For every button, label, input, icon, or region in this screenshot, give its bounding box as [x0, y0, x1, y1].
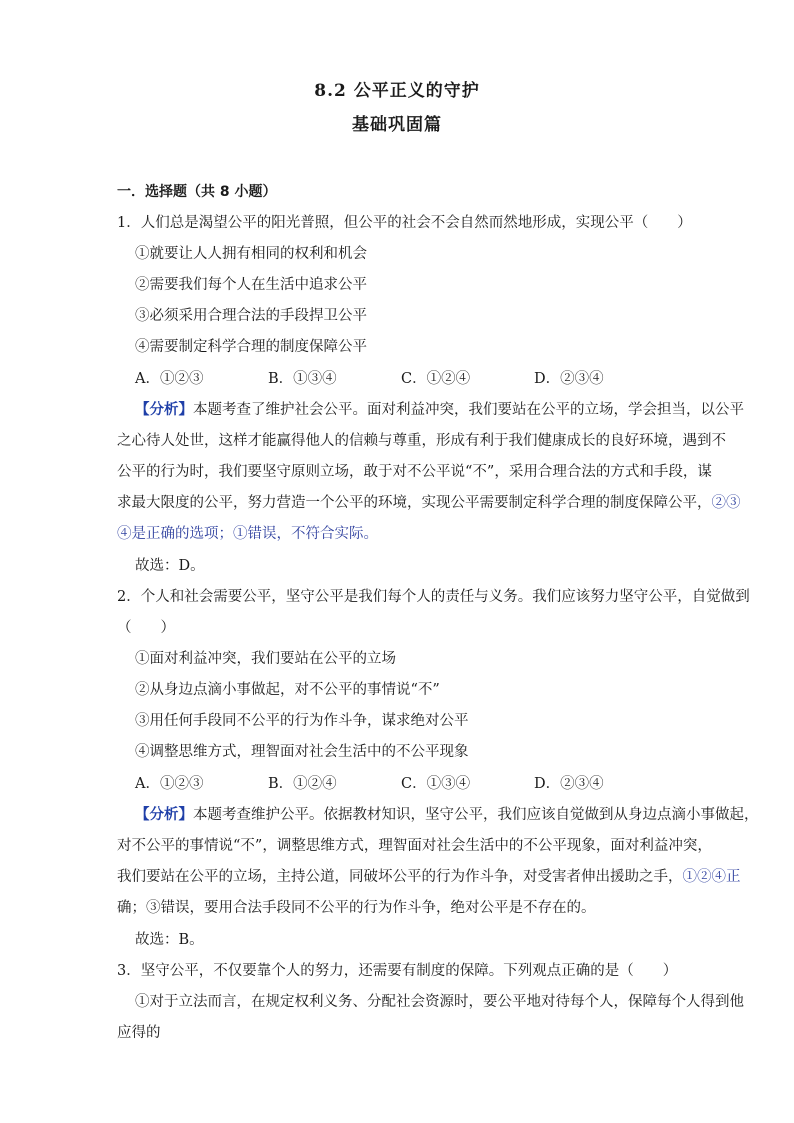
question-1-statement-2: ②需要我们每个人在生活中追求公平	[135, 277, 367, 293]
question-2-option-a: A．①②③	[135, 776, 204, 792]
question-2-analysis-line-3: 我们要站在公平的立场，主持公道，同破坏公平的行为作斗争，对受害者伸出援助之手，①②④正	[117, 869, 741, 885]
question-2-analysis-line-1: 【分析】本题考查维护公平。依据教材知识，坚守公平，我们应该自觉做到从身边点滴小事做起，	[135, 806, 759, 823]
question-1-option-a: A．①②③	[135, 371, 204, 387]
question-2-stem-line-1: 2．个人和社会需要公平，坚守公平是我们每个人的责任与义务。我们应该努力坚守公平，自觉做到	[117, 589, 750, 605]
question-2-statement-3: ③用任何手段同不公平的行为作斗争，谋求绝对公平	[135, 713, 469, 729]
question-2-stem-line-2: （ ）	[117, 620, 175, 636]
question-1-analysis-line-5: ④是正确的选项；①错误，不符合实际。	[117, 526, 378, 542]
question-3-stem: 3．坚守公平，不仅要靠个人的努力，还需要有制度的保障。下列观点正确的是（ ）	[117, 963, 678, 979]
analysis-tag: 【分析】	[135, 401, 193, 418]
question-2-options	[135, 774, 667, 794]
question-1-analysis-line-1: 【分析】本题考查了维护社会公平。面对利益冲突，我们要站在公平的立场，学会担当，以公平	[135, 401, 744, 418]
question-1-stem: 1．人们总是渴望公平的阳光普照，但公平的社会不会自然而然地形成，实现公平（ ）	[117, 215, 692, 231]
page-title: 8.2 公平正义的守护	[314, 81, 480, 101]
question-2-statement-4: ④调整思维方式，理智面对社会生活中的不公平现象	[135, 744, 469, 760]
question-2-option-d: D．②③④	[534, 776, 604, 792]
question-3-statement-1-continued: 应得的	[117, 1025, 161, 1041]
question-2-statement-2: ②从身边点滴小事做起，对不公平的事情说“不”	[135, 682, 440, 698]
question-1-option-b: B．①③④	[268, 371, 337, 387]
question-1-options	[135, 369, 667, 389]
question-1-statement-4: ④需要制定科学合理的制度保障公平	[135, 339, 367, 355]
question-1-answer: 故选：D。	[135, 558, 205, 574]
question-2-option-b: B．①②④	[268, 776, 337, 792]
question-3-statement-1: ①对于立法而言，在规定权利义务、分配社会资源时，要公平地对待每个人，保障每个人得到他	[135, 994, 744, 1010]
question-1-statement-3: ③必须采用合理合法的手段捍卫公平	[135, 308, 367, 324]
question-2-analysis-line-2: 对不公平的事情说“不”，调整思维方式，理智面对社会生活中的不公平现象，面对利益冲突，	[117, 838, 712, 854]
question-1-analysis-line-3: 公平的行为时，我们要坚守原则立场，敢于对不公平说“不”，采用合理合法的方式和手段，谋	[117, 464, 712, 480]
question-1-statement-1: ①就要让人人拥有相同的权利和机会	[135, 246, 367, 262]
question-1-analysis-line-2: 之心待人处世，这样才能赢得他人的信赖与尊重，形成有利于我们健康成长的良好环境，遇到不	[117, 433, 726, 449]
analysis-tag: 【分析】	[135, 806, 193, 823]
question-2-answer: 故选：B。	[135, 932, 204, 948]
section-heading: 一．选择题（共 8 小题）	[117, 184, 277, 200]
question-1-option-d: D．②③④	[534, 371, 604, 387]
question-1-option-c: C．①②④	[401, 371, 471, 387]
question-2-option-c: C．①③④	[401, 776, 471, 792]
page-subtitle: 基础巩固篇	[352, 115, 442, 135]
question-2-analysis-line-4: 确；③错误，要用合法手段同不公平的行为作斗争，绝对公平是不存在的。	[117, 900, 596, 916]
question-1-analysis-line-4: 求最大限度的公平，努力营造一个公平的环境，实现公平需要制定科学合理的制度保障公平，②③	[117, 495, 741, 511]
question-2-statement-1: ①面对利益冲突，我们要站在公平的立场	[135, 651, 396, 667]
